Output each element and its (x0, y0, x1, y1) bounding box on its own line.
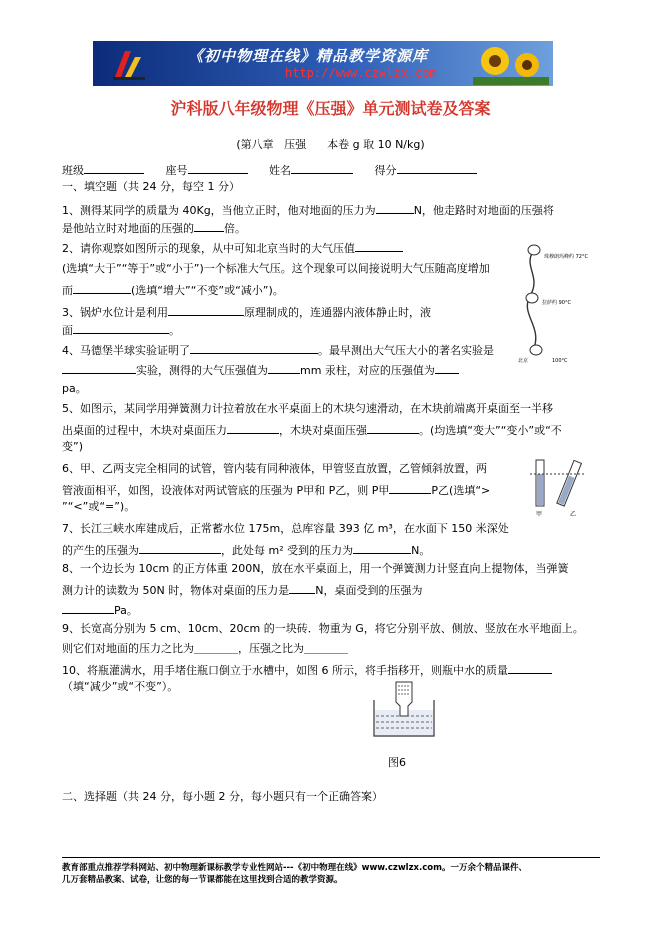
q9-line1: 9、长宽高分别为 5 cm、10cm、20cm 的一块砖．物重为 G，将它分别平放、侧放、竖放在水平地面上。 (62, 622, 584, 635)
q9-line2: 则它们对地面的压力之比为＿＿＿＿，压强之比为＿＿＿＿ (62, 642, 348, 655)
q5-text-d: 。(均选填“变大”“变小”或“不 (419, 424, 562, 437)
q4-blank2[interactable] (62, 362, 136, 374)
q10-line1 (62, 662, 552, 678)
sunflower-image (473, 43, 549, 85)
tube-jia-label: 甲 (536, 511, 543, 518)
student-info-line (62, 162, 477, 178)
q10-text-a: 10、将瓶灌满水，用手堵住瓶口倒立于水槽中，如图 6 所示，将手指移开，则瓶中水的质量 (62, 664, 508, 677)
q1-text-d: 倍。 (224, 222, 246, 235)
q4-blank1[interactable] (190, 342, 318, 354)
q1-text-c: 是他站立时对地面的压强的 (62, 222, 194, 235)
q8-blank2[interactable] (62, 602, 114, 614)
q5-blank2[interactable] (367, 422, 419, 434)
site-logo-icon (111, 47, 147, 81)
section1-heading: 一、填空题（共 24 分，每空 1 分） (62, 180, 240, 193)
seat-label: 座号 (165, 164, 188, 177)
q4-text-a: 4、马德堡半球实验证明了 (62, 344, 190, 357)
q1-blank1[interactable] (376, 202, 414, 214)
q1-line1 (62, 202, 554, 218)
q2-blank2[interactable] (73, 282, 131, 294)
q8-line2 (62, 582, 422, 598)
altitude-boiling-figure (512, 236, 600, 366)
q1-blank2[interactable] (194, 220, 224, 232)
q4-text-c: 实验，测得的大气压强值为 (136, 364, 268, 377)
section2-heading: 二、选择题（共 24 分，每小题 2 分，每小题只有一个正确答案） (62, 790, 383, 803)
q4-blank3[interactable] (268, 362, 300, 374)
q6-line2 (62, 482, 490, 498)
q5-text-c: ，木块对桌面压强 (279, 424, 367, 437)
q6-text-c: P乙(选填“> (431, 484, 491, 497)
q10-line2: （填“减少”或“不变”）。 (62, 680, 179, 693)
name-label: 姓名 (269, 164, 291, 177)
q6-line3: ”“<”或“=”)。 (62, 500, 136, 513)
class-field[interactable] (84, 162, 144, 174)
q8-text-b: 测力计的读数为 50N 时，物体对桌面的压力是 (62, 584, 290, 597)
q6-line1: 6、甲、乙两支完全相同的试管，管内装有同种液体，甲管竖直放置，乙管倾斜放置，两 (62, 462, 487, 475)
q4-text-d: mm 汞柱，对应的压强值为 (300, 364, 435, 377)
footer-line1: 教育部重点推荐学科网站、初中物理新课标教学专业性网站---《初中物理在线》www.czwlzx.com。一万余个精品课件、 (62, 863, 527, 873)
q7-blank2[interactable] (353, 542, 411, 554)
score-label: 得分 (374, 164, 397, 177)
footer-divider (62, 857, 600, 858)
q3-text-b: 原理制成的，连通器内液体静止时，液 (244, 306, 431, 319)
q1-text-a: 1、测得某同学的质量为 40Kg，当他立正时，他对地面的压力为 (62, 204, 376, 217)
q7-text-b: 的产生的压强为 (62, 544, 139, 557)
q5-line1: 5、如图示，某同学用弹簧测力计拉着放在水平桌面上的木块匀速滑动，在木块前端离开桌面至一半移 (62, 402, 553, 415)
q10-blank1[interactable] (508, 662, 552, 674)
seat-field[interactable] (188, 162, 248, 174)
q3-blank1[interactable] (168, 304, 244, 316)
fig2-bottom-temp: 100°C (552, 358, 568, 364)
document-title: 沪科版八年级物理《压强》单元测试卷及答案 (170, 99, 491, 118)
q8-text-c: N，桌面受到的压强为 (315, 584, 423, 597)
q2-line1 (62, 240, 403, 256)
q4-line2 (62, 362, 459, 378)
q2-text-a: 2、请你观察如图所示的现象，从中可知北京当时的大气压值 (62, 242, 355, 255)
document-subtitle: (第八章 压强 本卷 g 取 10 N/kg) (236, 138, 425, 151)
q8-line3 (62, 602, 138, 618)
q5-blank1[interactable] (227, 422, 279, 434)
banner-title: 《初中物理在线》精品教学资源库 (188, 47, 429, 65)
q4-blank4[interactable] (435, 362, 459, 374)
q5-line3: 变”) (62, 440, 83, 453)
fig2-bottom-label: 北京 (518, 358, 529, 364)
q7-line2 (62, 542, 430, 558)
q3-line1 (62, 304, 431, 320)
q3-text-c: 面 (62, 324, 73, 337)
footer (62, 862, 527, 886)
q7-text-d: N。 (411, 544, 431, 557)
figure6-caption: 图6 (388, 756, 406, 769)
q4-line3: pa。 (62, 382, 87, 395)
q5-text-b: 出桌面的过程中，木块对桌面压力 (62, 424, 227, 437)
q3-text-d: 。 (169, 324, 180, 337)
q7-line1: 7、长江三峡水库建成后，正常蓄水位 175m，总库容量 393 亿 m³，在水面下 150 米深处 (62, 522, 509, 535)
header-banner (93, 41, 553, 86)
test-tubes-figure (530, 456, 590, 518)
q1-line2 (62, 220, 246, 236)
q2-text-c: 而 (62, 284, 73, 297)
q3-text-a: 3、锅炉水位计是利用 (62, 306, 168, 319)
q2-text-d: (选填“增大”“不变”或“减小”)。 (131, 284, 284, 297)
q6-text-b: 管液面相平，如图，设液体对两试管底的压强为 P甲和 P乙，则 P甲 (62, 484, 390, 497)
q4-text-b: 。最早测出大气压大小的著名实验是 (318, 344, 494, 357)
q3-blank2[interactable] (73, 322, 169, 334)
q8-line1: 8、一个边长为 10cm 的正方体重 200N，放在水平桌面上，用一个弹簧测力计竖直向上提物体，当弹簧 (62, 562, 569, 575)
q6-blank1[interactable] (389, 482, 431, 494)
q7-text-c: ，此处每 m² 受到的压力为 (221, 544, 354, 557)
score-field[interactable] (397, 162, 477, 174)
q2-blank1[interactable] (355, 240, 403, 252)
q8-text-d: Pa。 (114, 604, 138, 617)
inverted-bottle-figure (370, 680, 438, 740)
q2-line2: (选填“大于”“等于”或“小于”)一个标准大气压。这个现象可以间接说明大气压随高度增加 (62, 262, 490, 275)
class-label: 班级 (62, 164, 84, 177)
tube-yi-label: 乙 (570, 511, 577, 518)
fig2-top-label: 珠穆朗玛峰约 72°C (544, 254, 588, 260)
q1-text-b: N，他走路时对地面的压强将 (413, 204, 554, 217)
fig2-mid-label: 拉萨约 90°C (542, 300, 571, 306)
q2-line3 (62, 282, 284, 298)
name-field[interactable] (291, 162, 353, 174)
footer-line2: 几万套精品教案、试卷，让您的每一节课都能在这里找到合适的教学资源。 (62, 875, 343, 885)
q4-line1 (62, 342, 494, 358)
q5-line2 (62, 422, 562, 438)
q3-line2 (62, 322, 180, 338)
q7-blank1[interactable] (139, 542, 221, 554)
banner-url[interactable]: http://www.czwlzx.com (285, 66, 437, 80)
q8-blank1[interactable] (289, 582, 315, 594)
